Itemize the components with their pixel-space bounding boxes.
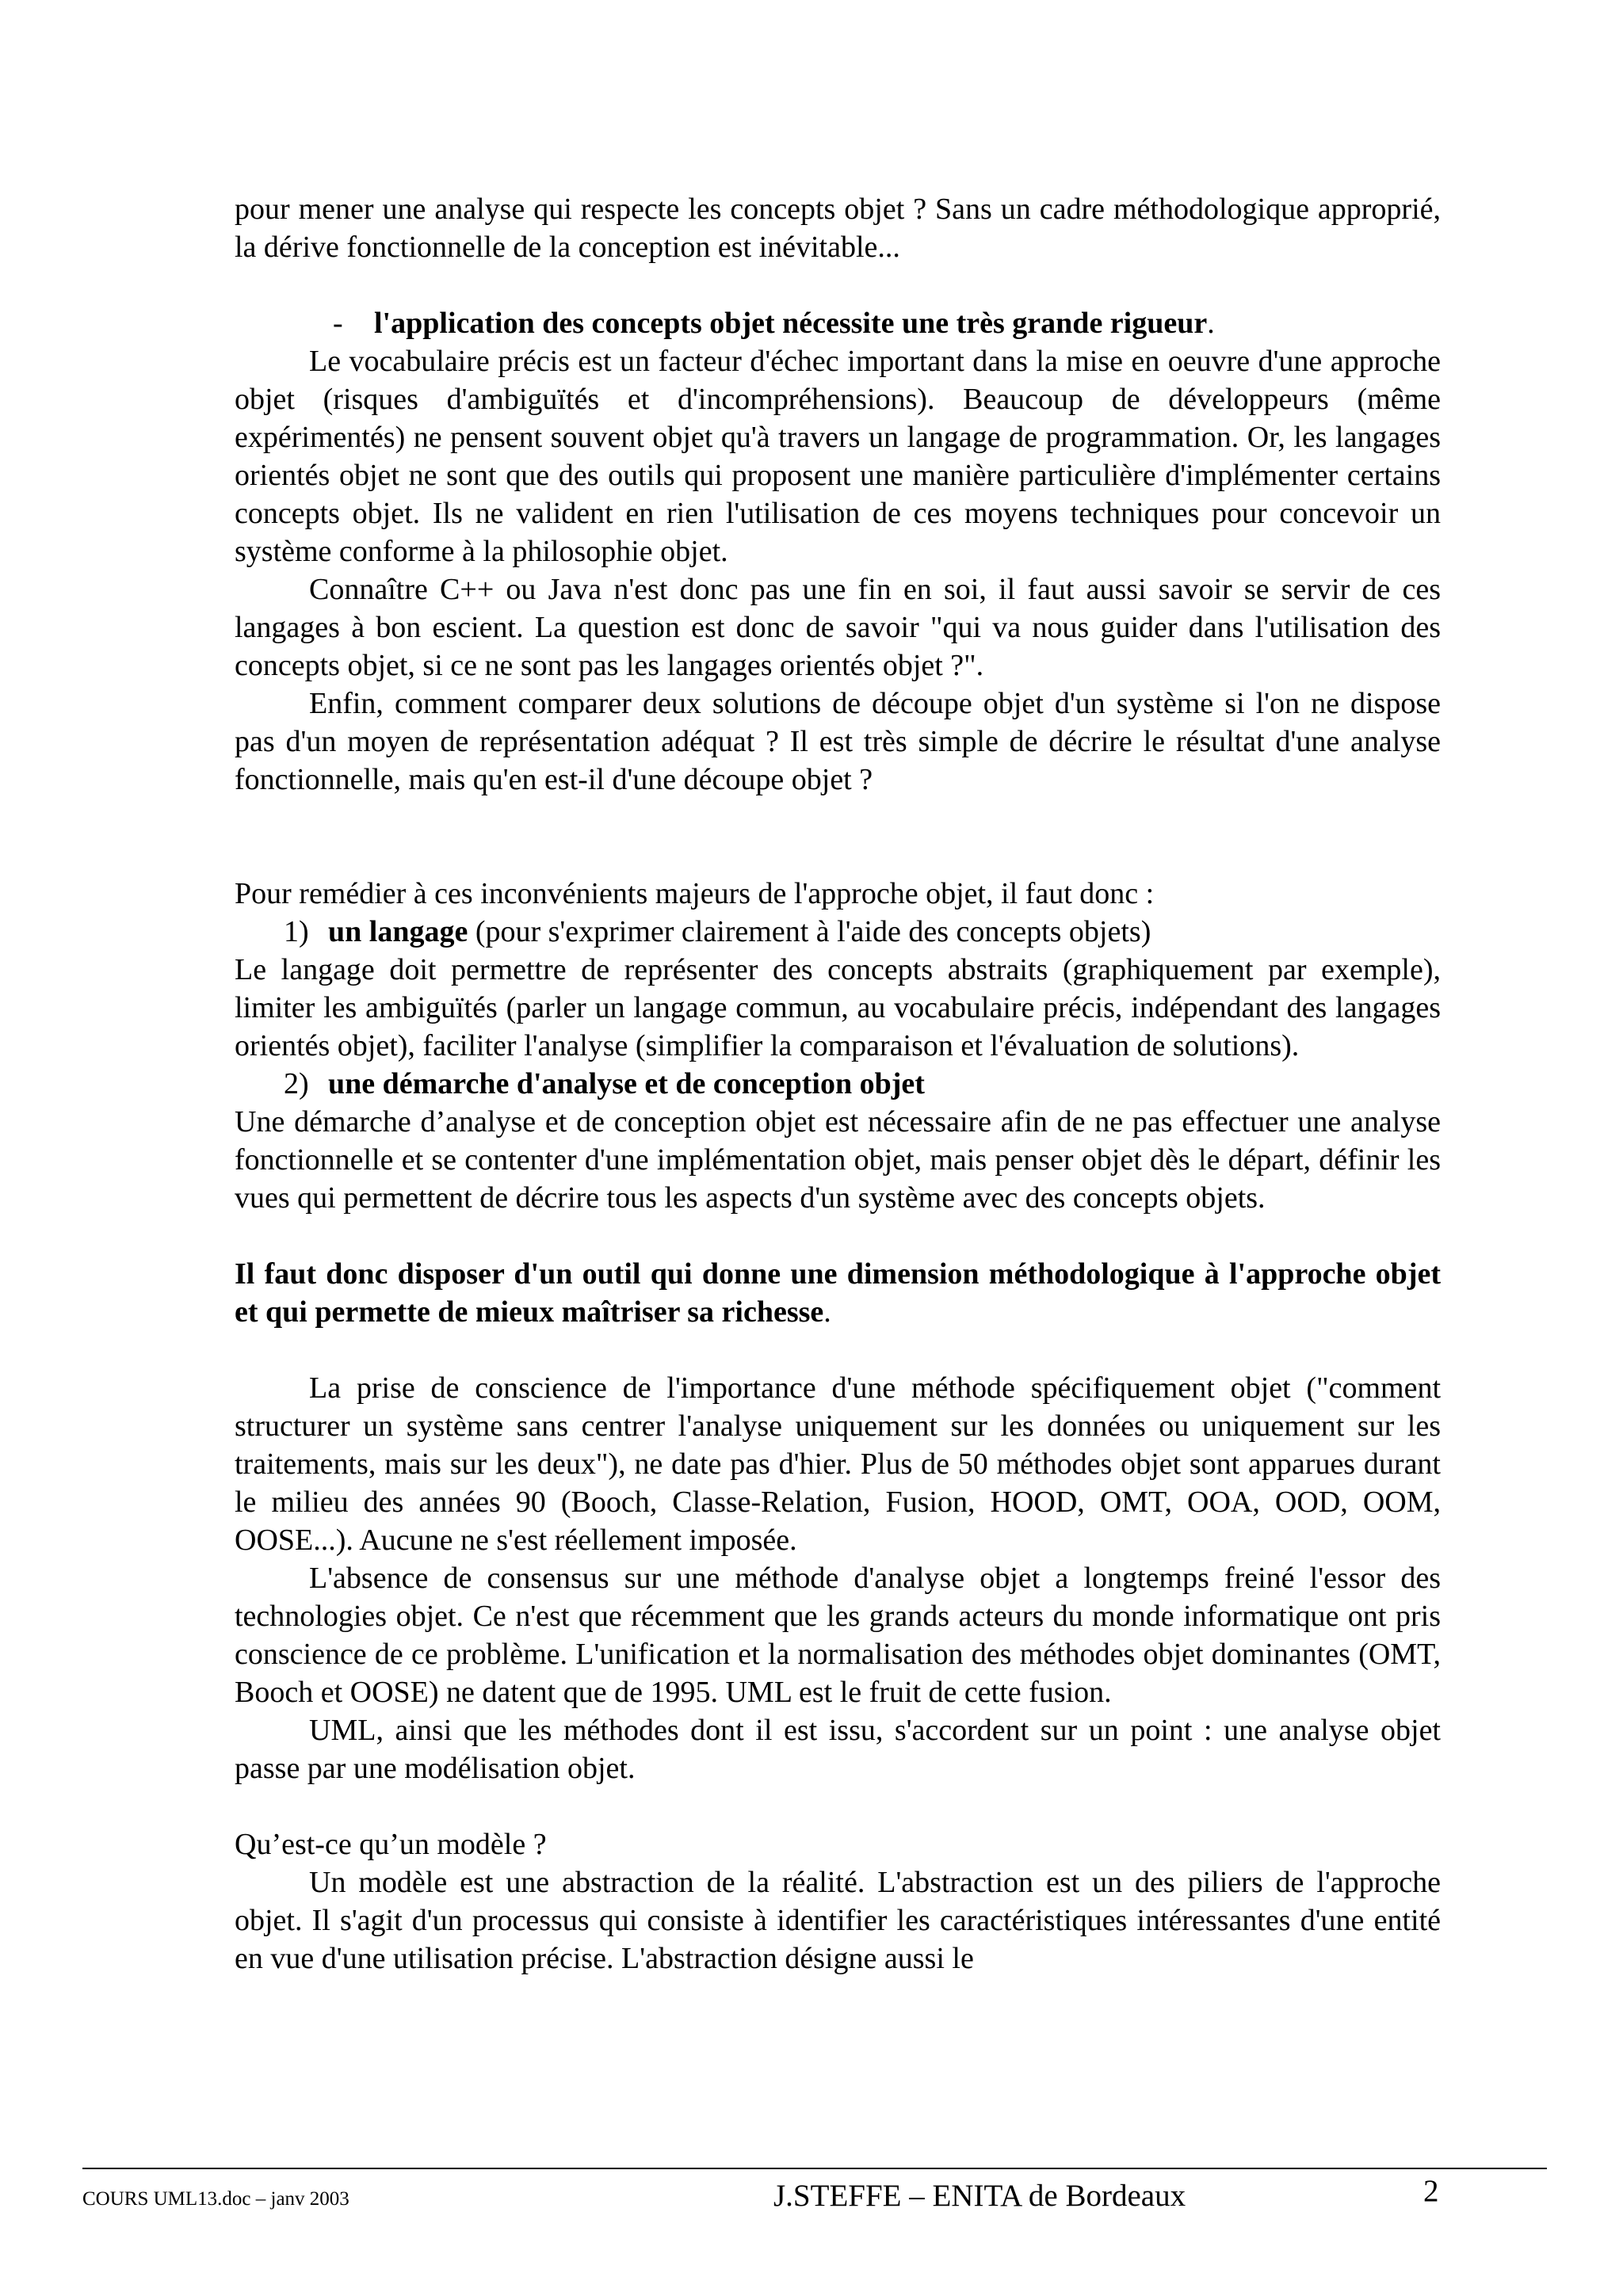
footer-rule bbox=[82, 2168, 1547, 2169]
footer-filename: COURS UML13.doc – janv 2003 bbox=[82, 2188, 349, 2210]
spacer bbox=[235, 799, 1441, 875]
paragraph-remedier: Pour remédier à ces inconvénients majeurs de l'approche objet, il faut donc : bbox=[235, 877, 1155, 910]
item-rest-text: (pour s'exprimer clairement à l'aide des concepts objets) bbox=[468, 915, 1151, 948]
spacer bbox=[235, 1331, 1441, 1369]
bullet-item bbox=[235, 304, 1441, 342]
paragraph-consensus: L'absence de consensus sur une méthode d'analyse objet a longtemps freiné l'essor des technologies objet. Ce n'est que récemment que les grands acteurs du monde informatique ont pris conscience de ce problème. L'unification et la normalisation des méthodes objet dominantes (OMT, Booch et OOSE) ne datent que de 1995. UML est le fruit de cette fusion. bbox=[235, 1562, 1441, 1709]
footer-author: J.STEFFE – ENITA de Bordeaux bbox=[773, 2179, 1186, 2213]
item-bold-text: un langage bbox=[328, 915, 468, 948]
bullet-bold-text: l'application des concepts objet nécessite une très grande rigueur bbox=[374, 307, 1208, 340]
paragraph-langage: Le langage doit permettre de représenter des concepts abstraits (graphiquement par exemple), limiter les ambiguïtés (parler un langage commun, au vocabulaire précis, indépendant des langages orientés objet), faciliter l'analyse (simplifier la comparaison et l'évaluation de solutions). bbox=[235, 953, 1441, 1062]
bullet-end: . bbox=[1207, 307, 1215, 340]
paragraph-demarche: Une démarche d’analyse et de conception objet est nécessaire afin de ne pas effectuer une analyse fonctionnelle et se contenter d'une implémentation objet, mais penser objet dès le départ, définir les vues qui permettent de décrire tous les aspects d'un système avec des concepts objets. bbox=[235, 1105, 1441, 1215]
spacer bbox=[235, 1787, 1441, 1825]
paragraph-conclusion bbox=[235, 1255, 1441, 1331]
bullet-text bbox=[374, 304, 1215, 342]
paragraph-cpp-java: Connaître C++ ou Java n'est donc pas une fin en soi, il faut aussi savoir se servir de ces langages à bon escient. La question est donc de savoir "qui va nous guider dans l'utilisation des concepts objet, si ce ne sont pas les langages orientés objet ?". bbox=[235, 573, 1441, 682]
page-number: 2 bbox=[1423, 2174, 1439, 2208]
paragraph-modele: Un modèle est une abstraction de la réalité. L'abstraction est un des piliers de l'approche objet. Il s'agit d'un processus qui consiste à identifier les caractéristiques intéressantes d'une entité en vue d'une utilisation précise. L'abstraction désigne aussi le bbox=[235, 1866, 1441, 1975]
item-number: 2) bbox=[284, 1067, 309, 1100]
paragraph-comparaison: Enfin, comment comparer deux solutions de découpe objet d'un système si l'on ne dispose pas d'un moyen de représentation adéquat ? Il est très simple de décrire le résultat d'une analyse fonctionnelle, mais qu'en est-il d'une découpe objet ? bbox=[235, 687, 1441, 796]
paragraph-prise-de-conscience: La prise de conscience de l'importance d'une méthode spécifiquement objet ("comment structurer un système sans centrer l'analyse uniquement sur les données ou uniquement sur les traitements, mais sur les deux"), ne date pas d'hier. Plus de 50 méthodes objet sont apparues durant le milieu des années 90 (Booch, Classe-Relation, Fusion, HOOD, OMT, OOA, OOD, OOM, OOSE...). Aucune ne s'est réellement imposée. bbox=[235, 1371, 1441, 1557]
item-text bbox=[328, 913, 1151, 951]
numbered-item-1 bbox=[235, 913, 1441, 951]
paragraph-uml: UML, ainsi que les méthodes dont il est issu, s'accordent sur un point : une analyse objet passe par une modélisation objet. bbox=[235, 1714, 1441, 1785]
item-number: 1) bbox=[284, 915, 309, 948]
item-bold-text: une démarche d'analyse et de conception objet bbox=[328, 1067, 925, 1100]
body-text bbox=[235, 190, 1441, 1978]
conclusion-end: . bbox=[823, 1295, 831, 1329]
spacer bbox=[235, 266, 1441, 304]
paragraph-vocabulaire: Le vocabulaire précis est un facteur d'échec important dans la mise en oeuvre d'une approche objet (risques d'ambiguïtés et d'incompréhensions). Beaucoup de développeurs (même expérimentés) ne pensent souvent objet qu'à travers un langage de programmation. Or, les langages orientés objet ne sont que des outils qui proposent une manière particulière d'implémenter certains concepts objet. Ils ne valident en rien l'utilisation de ces moyens techniques pour concevoir un système conforme à la philosophie objet. bbox=[235, 345, 1441, 568]
conclusion-bold-text: Il faut donc disposer d'un outil qui donne une dimension méthodologique à l'approche objet et qui permette de mieux maîtriser sa richesse bbox=[235, 1257, 1441, 1329]
spacer bbox=[235, 1217, 1441, 1255]
bullet-dash: - bbox=[333, 307, 343, 340]
numbered-item-2 bbox=[235, 1065, 1441, 1103]
paragraph-intro: pour mener une analyse qui respecte les concepts objet ? Sans un cadre méthodologique approprié, la dérive fonctionnelle de la conception est inévitable... bbox=[235, 193, 1441, 264]
section-question: Qu’est-ce qu’un modèle ? bbox=[235, 1828, 547, 1861]
